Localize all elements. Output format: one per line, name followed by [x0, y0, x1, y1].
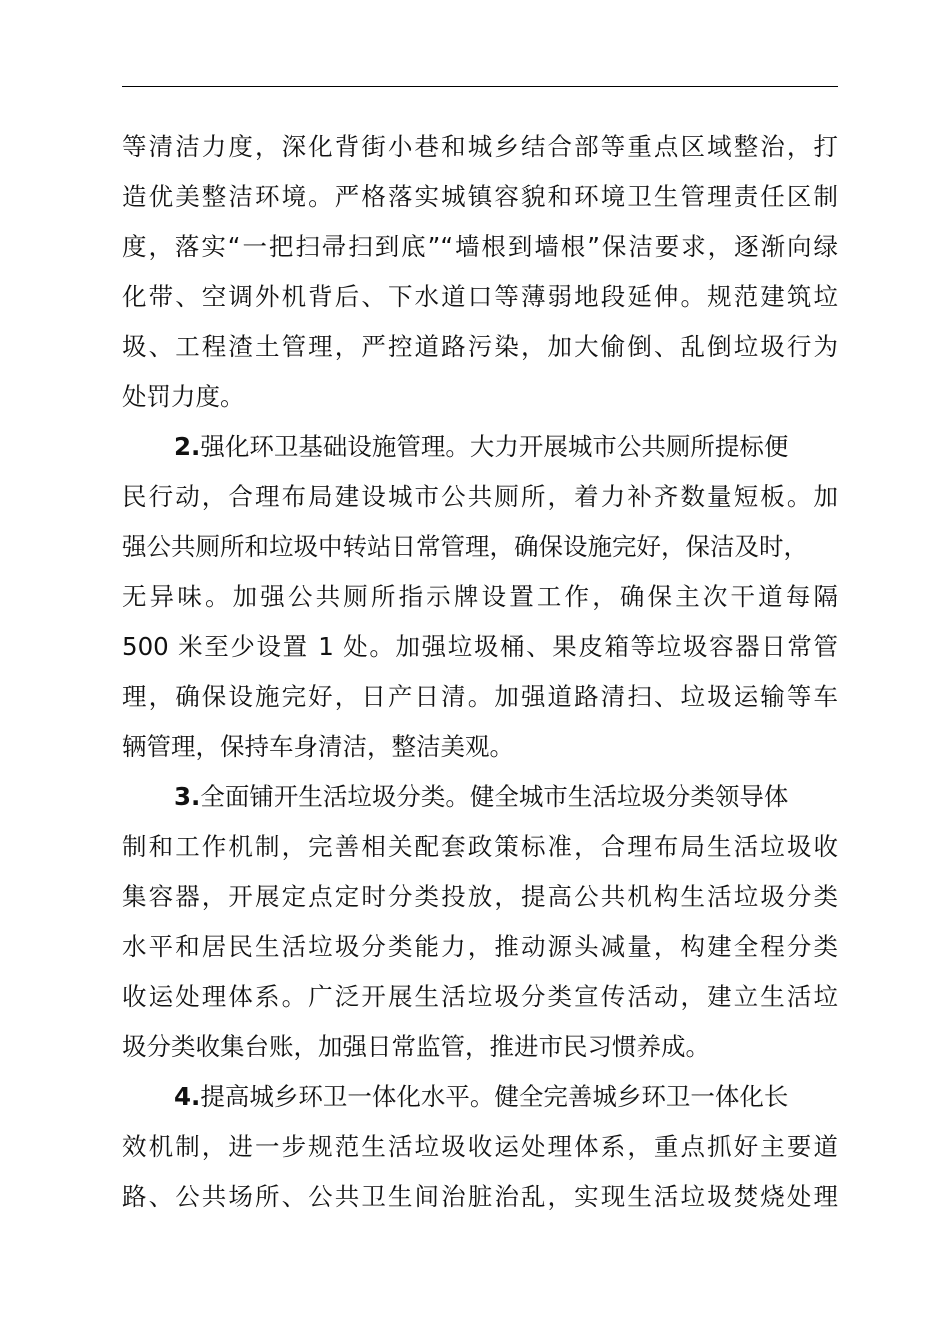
text-line: 等清洁力度，深化背街小巷和城乡结合部等重点区域整治，打 — [122, 132, 838, 161]
section-number: 3. — [174, 782, 201, 811]
text-line: 辆管理，保持车身清洁，整洁美观。 — [122, 732, 514, 761]
section-number: 4. — [174, 1082, 201, 1111]
text-line: 制和工作机制，完善相关配套政策标准，合理布局生活垃圾收 — [122, 832, 838, 861]
text-line: 度，落实“一把扫帚扫到底”“墙根到墙根”保洁要求，逐渐向绿 — [122, 232, 838, 261]
text-line: 无异味。加强公共厕所指示牌设置工作，确保主次干道每隔 — [122, 582, 838, 611]
text-line: 路、公共场所、公共卫生间治脏治乱，实现生活垃圾焚烧处理 — [122, 1182, 838, 1211]
text-line: 民行动，合理布局建设城市公共厕所，着力补齐数量短板。加 — [122, 482, 838, 511]
text-line: 500 米至少设置 1 处。加强垃圾桶、果皮箱等垃圾容器日常管 — [122, 632, 838, 661]
text-line: 效机制，进一步规范生活垃圾收运处理体系，重点抓好主要道 — [122, 1132, 838, 1161]
section-number: 2. — [174, 432, 201, 461]
text-line: 处罚力度。 — [122, 382, 245, 411]
text-line: 造优美整洁环境。严格落实城镇容貌和环境卫生管理责任区制 — [122, 182, 838, 211]
section-heading-line: 2.强化环卫基础设施管理。大力开展城市公共厕所提标便 — [174, 432, 789, 461]
text-line: 集容器，开展定点定时分类投放，提高公共机构生活垃圾分类 — [122, 882, 838, 911]
text-line: 圾、工程渣土管理，严控道路污染，加大偷倒、乱倒垃圾行为 — [122, 332, 838, 361]
section-heading-line: 3.全面铺开生活垃圾分类。健全城市生活垃圾分类领导体 — [174, 782, 789, 811]
text-line: 收运处理体系。广泛开展生活垃圾分类宣传活动，建立生活垃 — [122, 982, 838, 1011]
text-line: 理，确保设施完好，日产日清。加强道路清扫、垃圾运输等车 — [122, 682, 838, 711]
section-heading-line: 4.提高城乡环卫一体化水平。健全完善城乡环卫一体化长 — [174, 1082, 789, 1111]
text-line: 化带、空调外机背后、下水道口等薄弱地段延伸。规范建筑垃 — [122, 282, 838, 311]
text-line: 强公共厕所和垃圾中转站日常管理，确保设施完好，保洁及时， — [122, 532, 808, 561]
document-body — [122, 122, 852, 1222]
text-line: 圾分类收集台账，加强日常监管，推进市民习惯养成。 — [122, 1032, 710, 1061]
text-line: 水平和居民生活垃圾分类能力，推动源头减量，构建全程分类 — [122, 932, 838, 961]
header-rule — [122, 86, 838, 87]
